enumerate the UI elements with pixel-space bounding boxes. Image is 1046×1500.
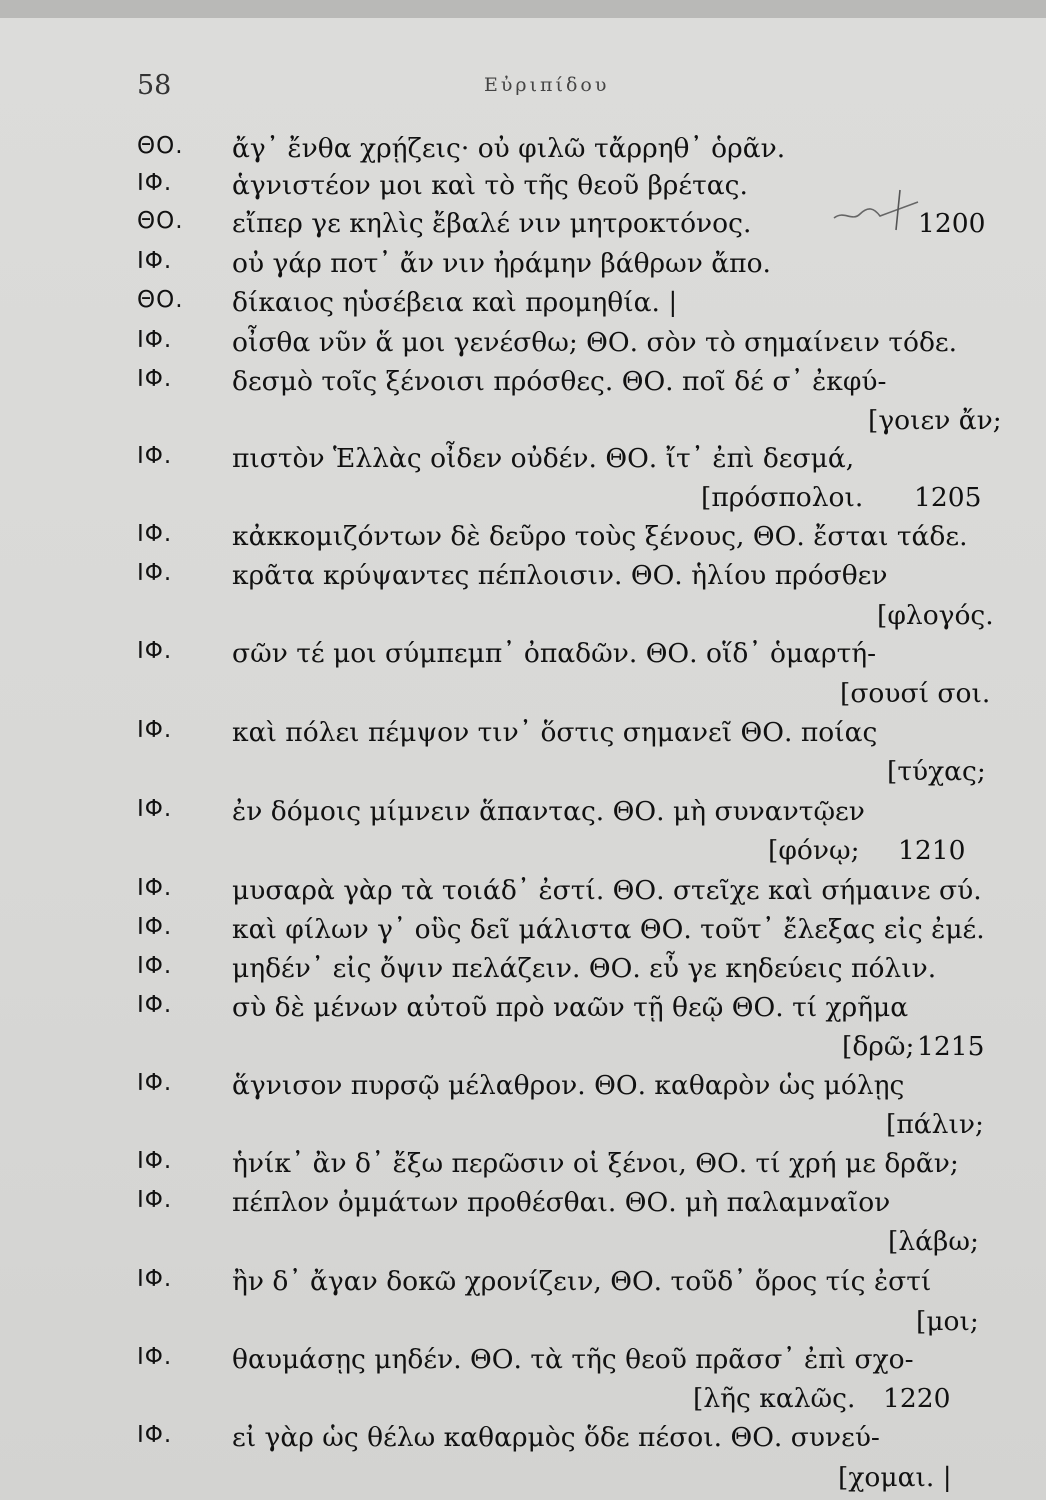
running-head: Εὐριπίδου (484, 74, 610, 96)
speaker-label: ΙΦ. (137, 366, 173, 392)
verse-continuation: [τύχας; (887, 756, 986, 787)
speaker-label: ΙΦ. (137, 638, 173, 664)
verse-text: θαυμάσῃς μηδέν. ΘΟ. τὰ τῆς θεοῦ πρᾶσσ᾽ ἐπὶ σχο- (232, 1344, 914, 1375)
speaker-label: ΙΦ. (137, 443, 173, 469)
verse-text: πιστὸν Ἑλλὰς οἶδεν οὐδέν. ΘΟ. ἴτ᾽ ἐπὶ δεσμά, (232, 443, 855, 474)
speaker-label: ΙΦ. (137, 521, 173, 547)
verse-continuation: [σουσί σοι. (840, 678, 991, 709)
page-header (0, 70, 1046, 106)
verse-line (0, 443, 1046, 483)
verse-line (0, 248, 1046, 288)
verse-line (0, 1422, 1046, 1462)
verse-line (0, 638, 1046, 678)
verse-line (0, 796, 1046, 836)
verse-line (0, 521, 1046, 561)
verse-line (0, 1148, 1046, 1188)
verse-continuation-line (0, 678, 1046, 718)
speaker-label: ΙΦ. (137, 560, 173, 586)
verse-line (0, 717, 1046, 757)
verse-line (0, 1266, 1046, 1306)
line-number: 1210 (898, 835, 966, 866)
verse-text: πέπλον ὀμμάτων προθέσθαι. ΘΟ. μὴ παλαμναῖον (232, 1187, 891, 1218)
speaker-label: ΙΦ. (137, 170, 173, 196)
speaker-label: ΙΦ. (137, 992, 173, 1018)
line-number: 1205 (914, 482, 982, 513)
speaker-label: ΘΟ. (137, 287, 184, 313)
verse-continuation-line (0, 835, 1046, 875)
verse-line (0, 327, 1046, 367)
verse-text: οὐ γάρ ποτ᾽ ἄν νιν ἠράμην βάθρων ἄπο. (232, 248, 771, 279)
line-number: 1220 (883, 1383, 951, 1414)
verse-continuation-line (0, 1383, 1046, 1423)
speaker-label: ΙΦ. (137, 1070, 173, 1096)
verse-text: καὶ φίλων γ᾽ οὓς δεῖ μάλιστα ΘΟ. τοῦτ᾽ ἔλεξας εἰς ἐμέ. (232, 914, 985, 945)
speaker-label: ΙΦ. (137, 1148, 173, 1174)
verse-text: εἰ γὰρ ὡς θέλω καθαρμὸς ὅδε πέσοι. ΘΟ. συνεύ- (232, 1422, 880, 1453)
verse-continuation: [πάλιν; (886, 1109, 984, 1140)
page-top-edge (0, 0, 1046, 18)
line-number: 1215 (917, 1031, 985, 1062)
verse-text: ἁγνιστέον μοι καὶ τὸ τῆς θεοῦ βρέτας. (232, 170, 748, 201)
verse-line (0, 1344, 1046, 1384)
verse-continuation: [δρῶ; (842, 1031, 915, 1062)
verse-text: κἀκκομιζόντων δὲ δεῦρο τοὺς ξένους, ΘΟ. ἔσται τάδε. (232, 521, 968, 552)
verse-text: δεσμὸ τοῖς ξένοισι πρόσθες. ΘΟ. ποῖ δέ σ᾽ ἐκφύ- (232, 366, 887, 397)
verse-text: κρᾶτα κρύψαντες πέπλοισιν. ΘΟ. ἡλίου πρόσθεν (232, 560, 888, 591)
verse-continuation: [λάβω; (888, 1226, 979, 1257)
verse-text: σῶν τέ μοι σύμπεμπ᾽ ὀπαδῶν. ΘΟ. οἵδ᾽ ὁμαρτή- (232, 638, 877, 669)
verse-text: ἡνίκ᾽ ἂν δ᾽ ἔξω περῶσιν οἱ ξένοι, ΘΟ. τί χρή με δρᾶν; (232, 1148, 959, 1179)
verse-continuation: [γοιεν ἄν; (868, 405, 1002, 436)
verse-continuation-line (0, 1109, 1046, 1149)
verse-line (0, 953, 1046, 993)
line-number: 1200 (918, 208, 986, 239)
verse-text: μυσαρὰ γὰρ τὰ τοιάδ᾽ ἐστί. ΘΟ. στεῖχε καὶ σήμαινε σύ. (232, 875, 982, 906)
verse-line (0, 133, 1046, 173)
speaker-label: ΙΦ. (137, 875, 173, 901)
verse-line (0, 992, 1046, 1032)
verse-continuation: [χομαι. | (838, 1462, 952, 1493)
verse-continuation-line (0, 1226, 1046, 1266)
verse-continuation: [φλογός. (877, 600, 994, 631)
verse-line (0, 170, 1046, 210)
speaker-label: ΙΦ. (137, 1422, 173, 1448)
verse-text: οἶσθα νῦν ἅ μοι γενέσθω; ΘΟ. σὸν τὸ σημαίνειν τόδε. (232, 327, 958, 358)
verse-line (0, 1187, 1046, 1227)
speaker-label: ΙΦ. (137, 248, 173, 274)
speaker-label: ΙΦ. (137, 914, 173, 940)
verse-continuation: [πρόσπολοι. (701, 482, 864, 513)
verse-line (0, 208, 1046, 248)
speaker-label: ΙΦ. (137, 953, 173, 979)
speaker-label: ΘΟ. (137, 208, 184, 234)
speaker-label: ΙΦ. (137, 796, 173, 822)
verse-continuation: [φόνῳ; (768, 835, 860, 866)
verse-continuation: [μοι; (916, 1306, 979, 1337)
speaker-label: ΙΦ. (137, 327, 173, 353)
verse-text: δίκαιος ηὑσέβεια καὶ προμηθία. | (232, 287, 678, 318)
verse-line (0, 914, 1046, 954)
verse-text: ἅγνισον πυρσῷ μέλαθρον. ΘΟ. καθαρὸν ὡς μόλῃς (232, 1070, 905, 1101)
verse-continuation-line (0, 1462, 1046, 1500)
verse-continuation-line (0, 405, 1046, 445)
speaker-label: ΙΦ. (137, 1266, 173, 1292)
verse-text: εἴπερ γε κηλὶς ἔβαλέ νιν μητροκτόνος. (232, 208, 752, 239)
verse-line (0, 875, 1046, 915)
verse-line (0, 287, 1046, 327)
verse-text: μηδέν᾽ εἰς ὄψιν πελάζειν. ΘΟ. εὖ γε κηδεύεις πόλιν. (232, 953, 937, 984)
verse-continuation-line (0, 1306, 1046, 1346)
speaker-label: ΙΦ. (137, 1344, 173, 1370)
verse-line (0, 1070, 1046, 1110)
verse-continuation-line (0, 600, 1046, 640)
verse-line (0, 366, 1046, 406)
verse-text: ἢν δ᾽ ἄγαν δοκῶ χρονίζειν, ΘΟ. τοῦδ᾽ ὅρος τίς ἐστί (232, 1266, 932, 1297)
speaker-label: ΘΟ. (137, 133, 184, 159)
verse-text: σὺ δὲ μένων αὐτοῦ πρὸ ναῶν τῇ θεῷ ΘΟ. τί χρῆμα (232, 992, 909, 1023)
speaker-label: ΙΦ. (137, 1187, 173, 1213)
verse-text: ἐν δόμοις μίμνειν ἅπαντας. ΘΟ. μὴ συναντῷεν (232, 796, 865, 827)
verse-continuation-line (0, 482, 1046, 522)
verse-continuation-line (0, 1031, 1046, 1071)
page-number: 58 (137, 70, 172, 101)
verse-continuation-line (0, 756, 1046, 796)
verse-text: καὶ πόλει πέμψον τιν᾽ ὅστις σημανεῖ ΘΟ. ποίας (232, 717, 878, 748)
verse-line (0, 560, 1046, 600)
verse-text: ἄγ᾽ ἔνθα χρῄζεις· οὐ φιλῶ τἄρρηθ᾽ ὁρᾶν. (232, 133, 786, 164)
verse-continuation: [λῆς καλῶς. (693, 1383, 856, 1414)
speaker-label: ΙΦ. (137, 717, 173, 743)
